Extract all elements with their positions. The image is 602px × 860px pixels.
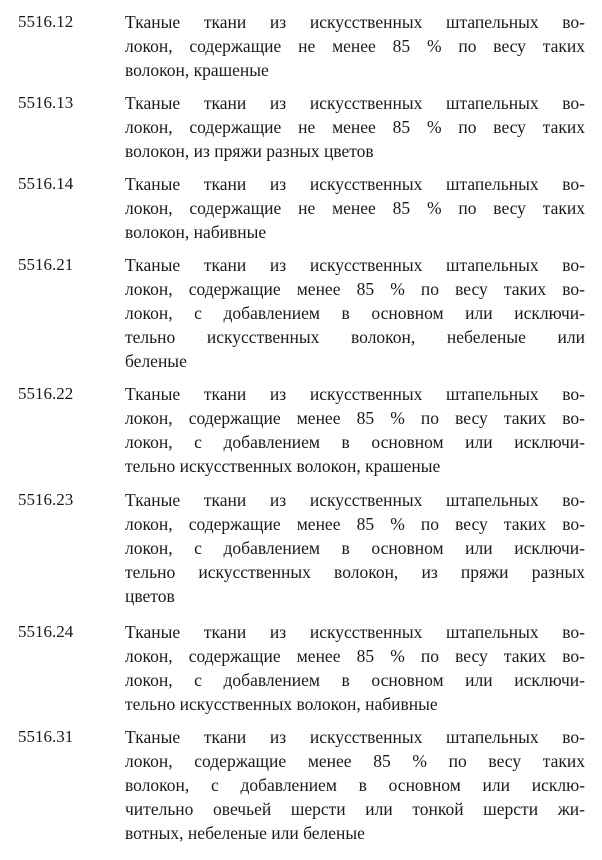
description-line: локон, содержащие менее 85 % по весу таких во- (125, 646, 585, 666)
description-line: локон, с добавлением в основном или исключи- (125, 432, 585, 452)
entry-description (125, 91, 585, 163)
description-line: чительно овечьей шерсти или тонкой шерсти жи- (125, 799, 585, 819)
entry-description (125, 620, 585, 716)
entry-description (125, 488, 585, 608)
entry-description (125, 725, 585, 845)
description-line: локон, содержащие менее 85 % по весу таких (125, 751, 585, 771)
description-line: Тканые ткани из искусственных штапельных во- (125, 490, 585, 510)
description-line: тельно искусственных волокон, набивные (125, 694, 438, 714)
description-line: волокон, из пряжи разных цветов (125, 141, 374, 161)
description-line: волокон, крашеные (125, 60, 269, 80)
entry-code: 5516.23 (18, 490, 74, 509)
description-line: локон, с добавлением в основном или исключи- (125, 670, 585, 690)
description-line: локон, содержащие не менее 85 % по весу таких (125, 117, 585, 137)
description-line: локон, с добавлением в основном или исключи- (125, 538, 585, 558)
description-line: волокон, с добавлением в основном или исклю- (125, 775, 585, 795)
description-line: цветов (125, 586, 175, 606)
description-line: локон, содержащие не менее 85 % по весу таких (125, 198, 585, 218)
description-line: Тканые ткани из искусственных штапельных во- (125, 384, 585, 404)
entry-code: 5516.22 (18, 384, 74, 403)
entry-description (125, 253, 585, 373)
description-line: Тканые ткани из искусственных штапельных во- (125, 727, 585, 747)
entry-code: 5516.31 (18, 727, 74, 746)
entry-description (125, 10, 585, 82)
description-line: тельно искусственных волокон, крашеные (125, 456, 441, 476)
description-line: локон, содержащие менее 85 % по весу таких во- (125, 279, 585, 299)
description-line: беленые (125, 351, 187, 371)
description-line: тельно искусственных волокон, небеленые или (125, 327, 585, 347)
entry-description (125, 172, 585, 244)
entry-code: 5516.24 (18, 622, 74, 641)
description-line: Тканые ткани из искусственных штапельных во- (125, 255, 585, 275)
description-line: Тканые ткани из искусственных штапельных во- (125, 12, 585, 32)
entry-code: 5516.13 (18, 93, 74, 112)
description-line: локон, содержащие менее 85 % по весу таких во- (125, 514, 585, 534)
description-line: волокон, набивные (125, 222, 267, 242)
description-line: тельно искусственных волокон, из пряжи разных (125, 562, 585, 582)
description-line: вотных, небеленые или беленые (125, 823, 365, 843)
description-line: Тканые ткани из искусственных штапельных во- (125, 174, 585, 194)
description-line: локон, содержащие менее 85 % по весу таких во- (125, 408, 585, 428)
entry-code: 5516.14 (18, 174, 74, 193)
description-line: локон, содержащие не менее 85 % по весу таких (125, 36, 585, 56)
description-line: Тканые ткани из искусственных штапельных во- (125, 622, 585, 642)
description-line: локон, с добавлением в основном или исключи- (125, 303, 585, 323)
entry-code: 5516.21 (18, 255, 74, 274)
description-line: Тканые ткани из искусственных штапельных во- (125, 93, 585, 113)
entry-code: 5516.12 (18, 12, 74, 31)
entry-description (125, 382, 585, 478)
